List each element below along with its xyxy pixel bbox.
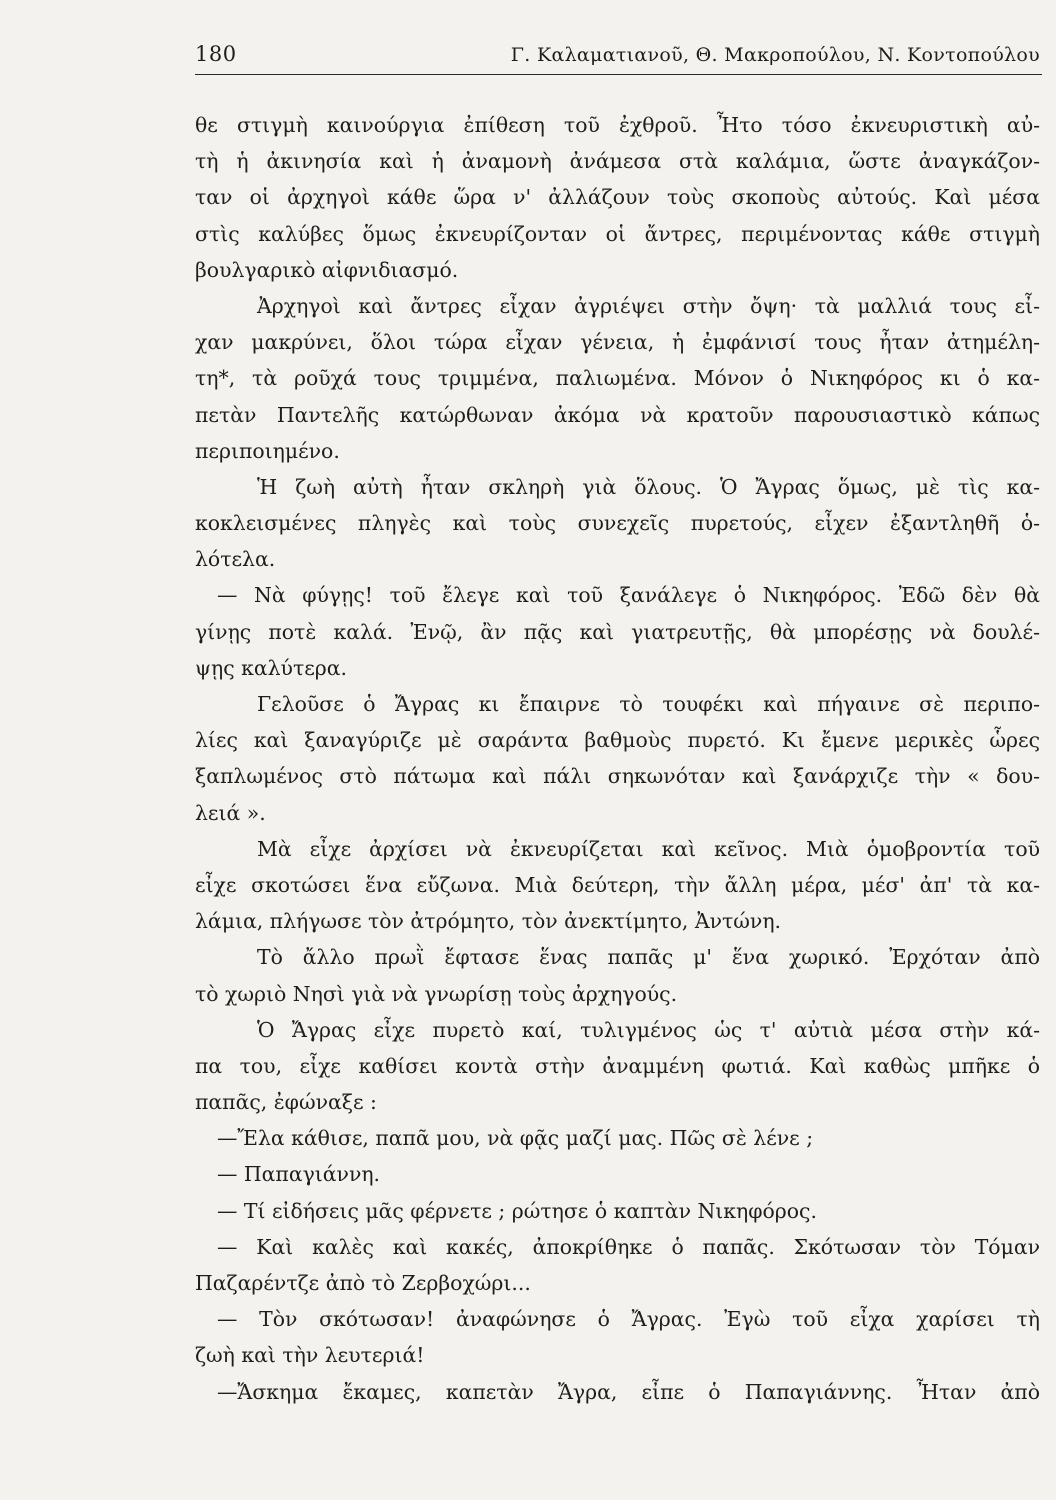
text-line: θε στιγμὴ καινούργια ἐπίθεση τοῦ ἐχθροῦ. Ἦτο τόσο ἐκνευριστικὴ αὐ- xyxy=(195,113,1040,137)
text-line: κοκλεισμένες πληγὲς καὶ τοὺς συνεχεῖς πυρετούς, εἶχεν ἐξαντληθῆ ὁ- xyxy=(195,511,1040,536)
text-line: Τὸ ἄλλο πρωῒ ἔφτασε ἕνας παπᾶς μ' ἕνα χωρικό. Ἐρχόταν ἀπὸ xyxy=(257,945,1040,970)
text-line: λότελα. xyxy=(195,547,276,572)
body-text xyxy=(195,107,1040,1410)
text-line: ζωὴ καὶ τὴν λευτεριά! xyxy=(195,1343,425,1368)
text-line: —Ἔλα κάθισε, παπᾶ μου, νὰ φᾷς μαζί μας. Πῶς σὲ λένε ; xyxy=(217,1126,814,1151)
text-line: λίες καὶ ξαναγύριζε μὲ σαράντα βαθμοὺς πυρετό. Κι ἔμενε μερικὲς ὧρες xyxy=(195,728,1040,753)
running-head: Γ. Καλαματιανοῦ, Θ. Μακροπούλου, Ν. Κοντοπούλου xyxy=(510,44,1040,66)
text-line: Γελοῦσε ὁ Ἄγρας κι ἔπαιρνε τὸ τουφέκι καὶ πήγαινε σὲ περιπο- xyxy=(257,692,1040,716)
text-line: ψῃς καλύτερα. xyxy=(195,655,348,680)
text-line: λειά ». xyxy=(195,800,266,825)
text-line: πα του, εἶχε καθίσει κοντὰ στὴν ἀναμμένη φωτιά. Καὶ καθὼς μπῆκε ὁ xyxy=(195,1053,1040,1078)
text-line: λάμια, πλήγωσε τὸν ἀτρόμητο, τὸν ἀνεκτίμητο, Ἀντώνη. xyxy=(195,909,782,934)
text-line: παπᾶς, ἐφώναξε : xyxy=(195,1090,377,1115)
text-line: — Νὰ φύγῃς! τοῦ ἔλεγε καὶ τοῦ ξανάλεγε ὁ Νικηφόρος. Ἐδῶ δὲν θὰ xyxy=(217,583,1040,608)
text-line: — Τὸν σκότωσαν! ἀναφώνησε ὁ Ἄγρας. Ἐγὼ τοῦ εἶχα χαρίσει τὴ xyxy=(217,1307,1040,1332)
text-line: — Καὶ καλὲς καὶ κακές, ἀποκρίθηκε ὁ παπᾶς. Σκότωσαν τὸν Τόμαν xyxy=(217,1234,1040,1259)
page-header xyxy=(195,40,1042,75)
text-line: Ὁ Ἄγρας εἶχε πυρετὸ καί, τυλιγμένος ὡς τ' αὐτιὰ μέσα στὴν κά- xyxy=(257,1017,1040,1042)
text-line: Ἀρχηγοὶ καὶ ἄντρες εἶχαν ἀγριέψει στὴν ὄψη· τὰ μαλλιά τους εἶ- xyxy=(257,293,1040,318)
text-line: τὸ χωριὸ Νησὶ γιὰ νὰ γνωρίσῃ τοὺς ἀρχηγούς. xyxy=(195,981,678,1006)
text-line: — Τί εἰδήσεις μᾶς φέρνετε ; ρώτησε ὁ καπτὰν Νικηφόρος. xyxy=(217,1198,817,1223)
text-line: — Παπαγιάννη. xyxy=(217,1162,381,1187)
text-line: βουλγαρικὸ αἰφνιδιασμό. xyxy=(195,257,459,282)
text-line: ξαπλωμένος στὸ πάτωμα καὶ πάλι σηκωνόταν καὶ ξανάρχιζε τὴν « δου- xyxy=(195,764,1040,789)
text-line: —Ἄσκημα ἔκαμες, καπετὰν Ἄγρα, εἶπε ὁ Παπαγιάννης. Ἦταν ἀπὸ xyxy=(217,1379,1040,1404)
text-line: εἶχε σκοτώσει ἕνα εὔζωνα. Μιὰ δεύτερη, τὴν ἄλλη μέρα, μέσ' ἀπ' τὰ κα- xyxy=(195,872,1040,897)
text-line: χαν μακρύνει, ὅλοι τώρα εἶχαν γένεια, ἡ ἐμφάνισί τους ἦταν ἀτημέλη- xyxy=(195,330,1040,355)
text-line: πετὰν Παντελῆς κατώρθωναν ἀκόμα νὰ κρατοῦν παρουσιαστικὸ κάπως xyxy=(195,402,1040,427)
text-line: ταν οἱ ἀρχηγοὶ κάθε ὥρα ν' ἀλλάζουν τοὺς σκοποὺς αὐτούς. Καὶ μέσα xyxy=(195,185,1040,210)
text-line: τὴ ἡ ἀκινησία καὶ ἡ ἀναμονὴ ἀνάμεσα στὰ καλάμια, ὥστε ἀναγκάζον- xyxy=(195,149,1040,174)
text-line: στὶς καλύβες ὅμως ἐκνευρίζονταν οἱ ἄντρες, περιμένοντας κάθε στιγμὴ xyxy=(195,221,1040,246)
text-line: Μὰ εἶχε ἀρχίσει νὰ ἐκνευρίζεται καὶ κεῖνος. Μιὰ ὁμοβροντία τοῦ xyxy=(257,836,1040,861)
text-line: γίνῃς ποτὲ καλά. Ἐνῷ, ἂν πᾷς καὶ γιατρευτῇς, θὰ μπορέσῃς νὰ δουλέ- xyxy=(195,619,1040,644)
text-line: περιποιημένο. xyxy=(195,438,340,463)
text-line: Παζαρέντζε ἀπὸ τὸ Ζερβοχώρι... xyxy=(195,1271,531,1295)
page-number: 180 xyxy=(195,42,237,66)
text-line: τη*, τὰ ροῦχά τους τριμμένα, παλιωμένα. Μόνον ὁ Νικηφόρος κι ὁ κα- xyxy=(195,366,1040,391)
text-line: Ἡ ζωὴ αὐτὴ ἦταν σκληρὴ γιὰ ὅλους. Ὁ Ἄγρας ὅμως, μὲ τὶς κα- xyxy=(257,474,1040,499)
